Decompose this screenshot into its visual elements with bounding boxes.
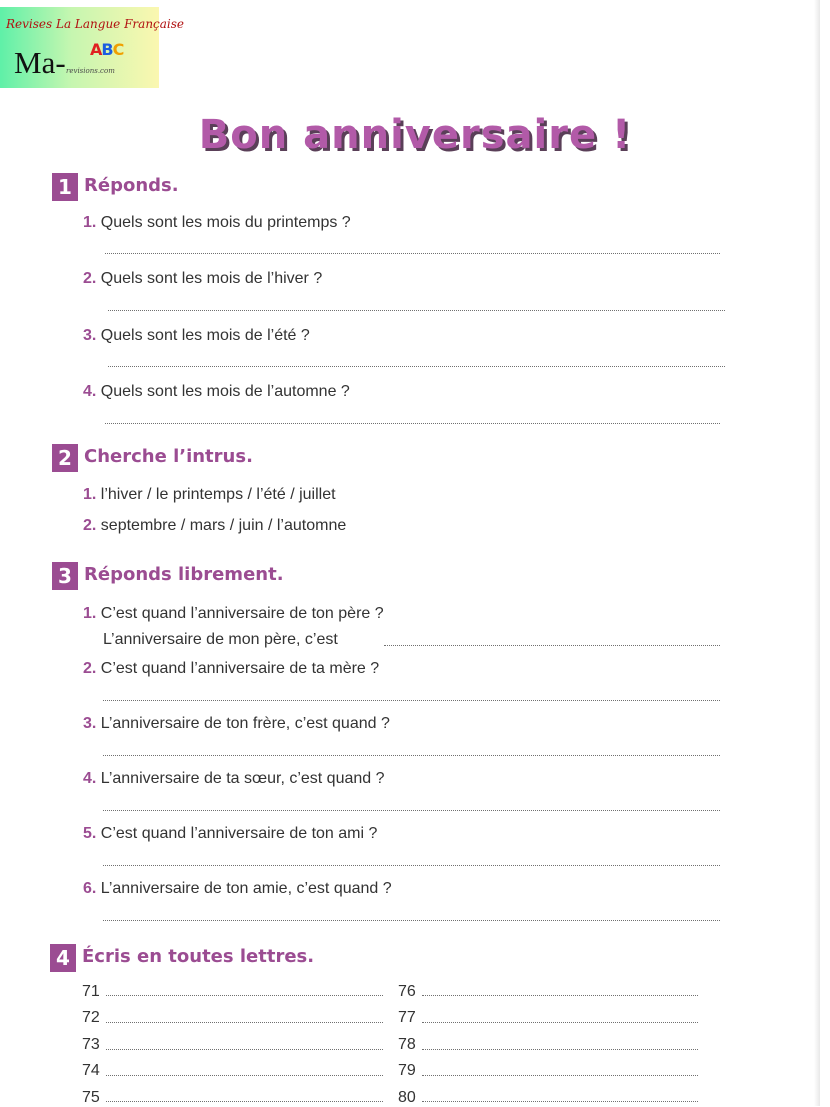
logo-ma: Ma- bbox=[14, 45, 66, 80]
answer-line[interactable] bbox=[106, 1049, 383, 1050]
section-number-badge: 2 bbox=[52, 444, 78, 472]
answer-line[interactable] bbox=[106, 1022, 383, 1023]
number-label: 76 bbox=[398, 983, 416, 1000]
question-item: 1. C’est quand l’anniversaire de ton père ? bbox=[83, 605, 384, 622]
intruder-item: 1. l’hiver / le printemps / l’été / juillet bbox=[83, 486, 336, 503]
number-label: 71 bbox=[82, 983, 100, 1000]
section-number-badge: 1 bbox=[52, 173, 78, 201]
question-item: 2. C’est quand l’anniversaire de ta mère ? bbox=[83, 660, 380, 677]
number-label: 80 bbox=[398, 1089, 416, 1106]
section-number-badge: 4 bbox=[50, 944, 76, 972]
answer-line[interactable] bbox=[103, 865, 720, 866]
question-item: 3. L’anniversaire de ton frère, c’est quand ? bbox=[83, 715, 390, 732]
logo-abc-icon: ABC bbox=[90, 40, 124, 59]
page-edge-shadow bbox=[814, 0, 820, 1106]
section-number-badge: 3 bbox=[52, 562, 78, 590]
question-item: 2. Quels sont les mois de l’hiver ? bbox=[83, 270, 323, 287]
answer-line[interactable] bbox=[422, 1075, 698, 1076]
question-item: 5. C’est quand l’anniversaire de ton ami ? bbox=[83, 825, 378, 842]
answer-line[interactable] bbox=[106, 1101, 383, 1102]
logo-tagline: Revises La Langue Française bbox=[6, 17, 185, 31]
logo-subtitle: revisions.com bbox=[66, 67, 115, 75]
number-label: 74 bbox=[82, 1062, 100, 1079]
answer-line[interactable] bbox=[103, 755, 720, 756]
answer-prefix: L’anniversaire de mon père, c’est bbox=[103, 631, 338, 648]
answer-line[interactable] bbox=[108, 366, 725, 367]
answer-line[interactable] bbox=[103, 810, 720, 811]
section-label: Cherche l’intrus. bbox=[84, 446, 253, 467]
answer-line[interactable] bbox=[108, 310, 725, 311]
answer-line[interactable] bbox=[103, 920, 720, 921]
answer-line[interactable] bbox=[384, 645, 720, 646]
answer-line[interactable] bbox=[422, 995, 698, 996]
question-item: 1. Quels sont les mois du printemps ? bbox=[83, 214, 351, 231]
section-label: Réponds. bbox=[84, 175, 179, 196]
number-label: 79 bbox=[398, 1062, 416, 1079]
answer-line[interactable] bbox=[106, 995, 383, 996]
answer-line[interactable] bbox=[422, 1101, 698, 1102]
section-label: Réponds librement. bbox=[84, 564, 284, 585]
answer-line[interactable] bbox=[105, 253, 720, 254]
section-label: Écris en toutes lettres. bbox=[82, 946, 315, 967]
answer-line[interactable] bbox=[105, 423, 720, 424]
question-item: 3. Quels sont les mois de l’été ? bbox=[83, 327, 310, 344]
answer-line[interactable] bbox=[103, 700, 720, 701]
number-label: 77 bbox=[398, 1009, 416, 1026]
site-logo[interactable] bbox=[0, 7, 185, 88]
question-item: 4. Quels sont les mois de l’automne ? bbox=[83, 383, 350, 400]
answer-line[interactable] bbox=[106, 1075, 383, 1076]
intruder-item: 2. septembre / mars / juin / l’automne bbox=[83, 517, 347, 534]
page-title: Bon anniversaire ! bbox=[198, 112, 632, 158]
question-item: 6. L’anniversaire de ton amie, c’est quand ? bbox=[83, 880, 392, 897]
answer-line[interactable] bbox=[422, 1022, 698, 1023]
answer-line[interactable] bbox=[422, 1049, 698, 1050]
number-label: 73 bbox=[82, 1036, 100, 1053]
number-label: 78 bbox=[398, 1036, 416, 1053]
number-label: 72 bbox=[82, 1009, 100, 1026]
number-label: 75 bbox=[82, 1089, 100, 1106]
question-item: 4. L’anniversaire de ta sœur, c’est quand ? bbox=[83, 770, 385, 787]
